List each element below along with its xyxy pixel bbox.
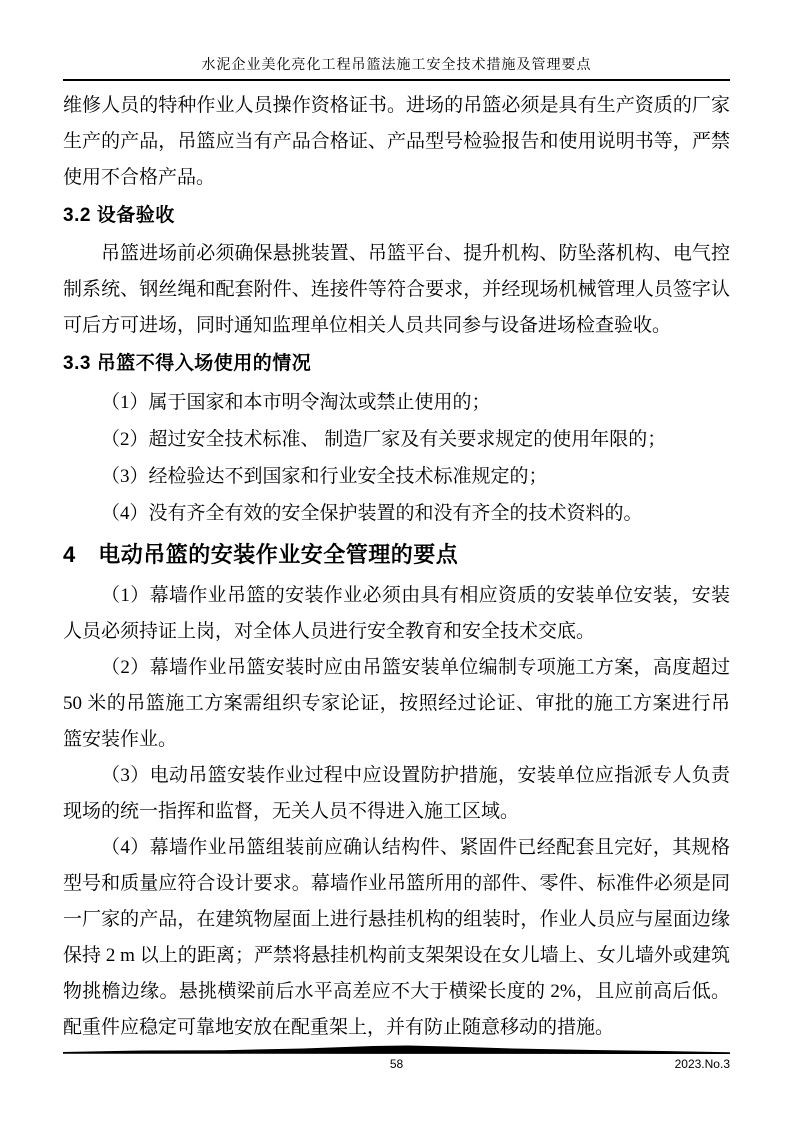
list-item-1: （1）属于国家和本市明令淘汰或禁止使用的； bbox=[101, 392, 491, 413]
section-3-2-paragraph: 吊篮进场前必须确保悬挑装置、吊篮平台、提升机构、防坠落机构、电气控制系统、钢丝绳和配套附件、连接件等符合要求，并经现场机械管理人员签字认可后方可进场，同时通知监理单位相关人员共同参与设备进场检查验收。 bbox=[63, 243, 730, 336]
section-heading-4: 4 电动吊篮的安装作业安全管理的要点 bbox=[63, 542, 459, 567]
page-footer bbox=[63, 1045, 730, 1072]
page-number: 58 bbox=[389, 1057, 404, 1071]
section-heading-3-2: 3.2 设备验收 bbox=[63, 205, 175, 226]
section-4-paragraph-2: （2）幕墙作业吊篮安装时应由吊篮安装单位编制专项施工方案，高度超过 50 米的吊篮施工方案需组织专家论证，按照经过论证、审批的施工方案进行吊篮安装作业。 bbox=[63, 657, 730, 750]
section-4-paragraph-1: （1）幕墙作业吊篮的安装作业必须由具有相应资质的安装单位安装，安装人员必须持证上岗，对全体人员进行安全教育和安全技术交底。 bbox=[63, 585, 730, 642]
page-header bbox=[63, 57, 730, 81]
document-body bbox=[63, 88, 730, 1046]
issue-label: 2023.No.3 bbox=[674, 1057, 730, 1071]
section-heading-3-3: 3.3 吊篮不得入场使用的情况 bbox=[63, 353, 312, 374]
footer-rule-bar bbox=[63, 1045, 730, 1055]
section-4-paragraph-4: （4）幕墙作业吊篮组装前应确认结构件、紧固件已经配套且完好，其规格型号和质量应符合设计要求。幕墙作业吊篮所用的部件、零件、标准件必须是同一厂家的产品，在建筑物屋面上进行悬挂机构的组装时，作业人员应与屋面边缘保持 2 m 以上的距离；严禁将悬挂机构前支架架设在女儿墙上、女儿墙外或建筑物挑檐边缘。悬挑横梁前后水平高差应不大于横梁长度的 2%，且应前高后低。配重件应稳定可靠地安放在配重架上，并有防止随意移动的措施。 bbox=[63, 837, 730, 1038]
footer-text-row bbox=[63, 1056, 730, 1072]
list-item-3: （3）经检验达不到国家和行业安全技术标准规定的； bbox=[101, 466, 548, 487]
section-4-paragraph-3: （3）电动吊篮安装作业过程中应设置防护措施，安装单位应指派专人负责现场的统一指挥和监督，无关人员不得进入施工区域。 bbox=[63, 765, 730, 822]
running-header-title: 水泥企业美化亮化工程吊篮法施工安全技术措施及管理要点 bbox=[201, 58, 592, 73]
list-item-2: （2）超过安全技术标准、 制造厂家及有关要求规定的使用年限的； bbox=[101, 429, 667, 450]
list-item-4: （4）没有齐全有效的安全保护装置的和没有齐全的技术资料的。 bbox=[101, 503, 643, 524]
intro-paragraph: 维修人员的特种作业人员操作资格证书。进场的吊篮必须是具有生产资质的厂家生产的产品，吊篮应当有产品合格证、产品型号检验报告和使用说明书等，严禁使用不合格产品。 bbox=[63, 95, 730, 188]
header-rule bbox=[63, 79, 730, 81]
